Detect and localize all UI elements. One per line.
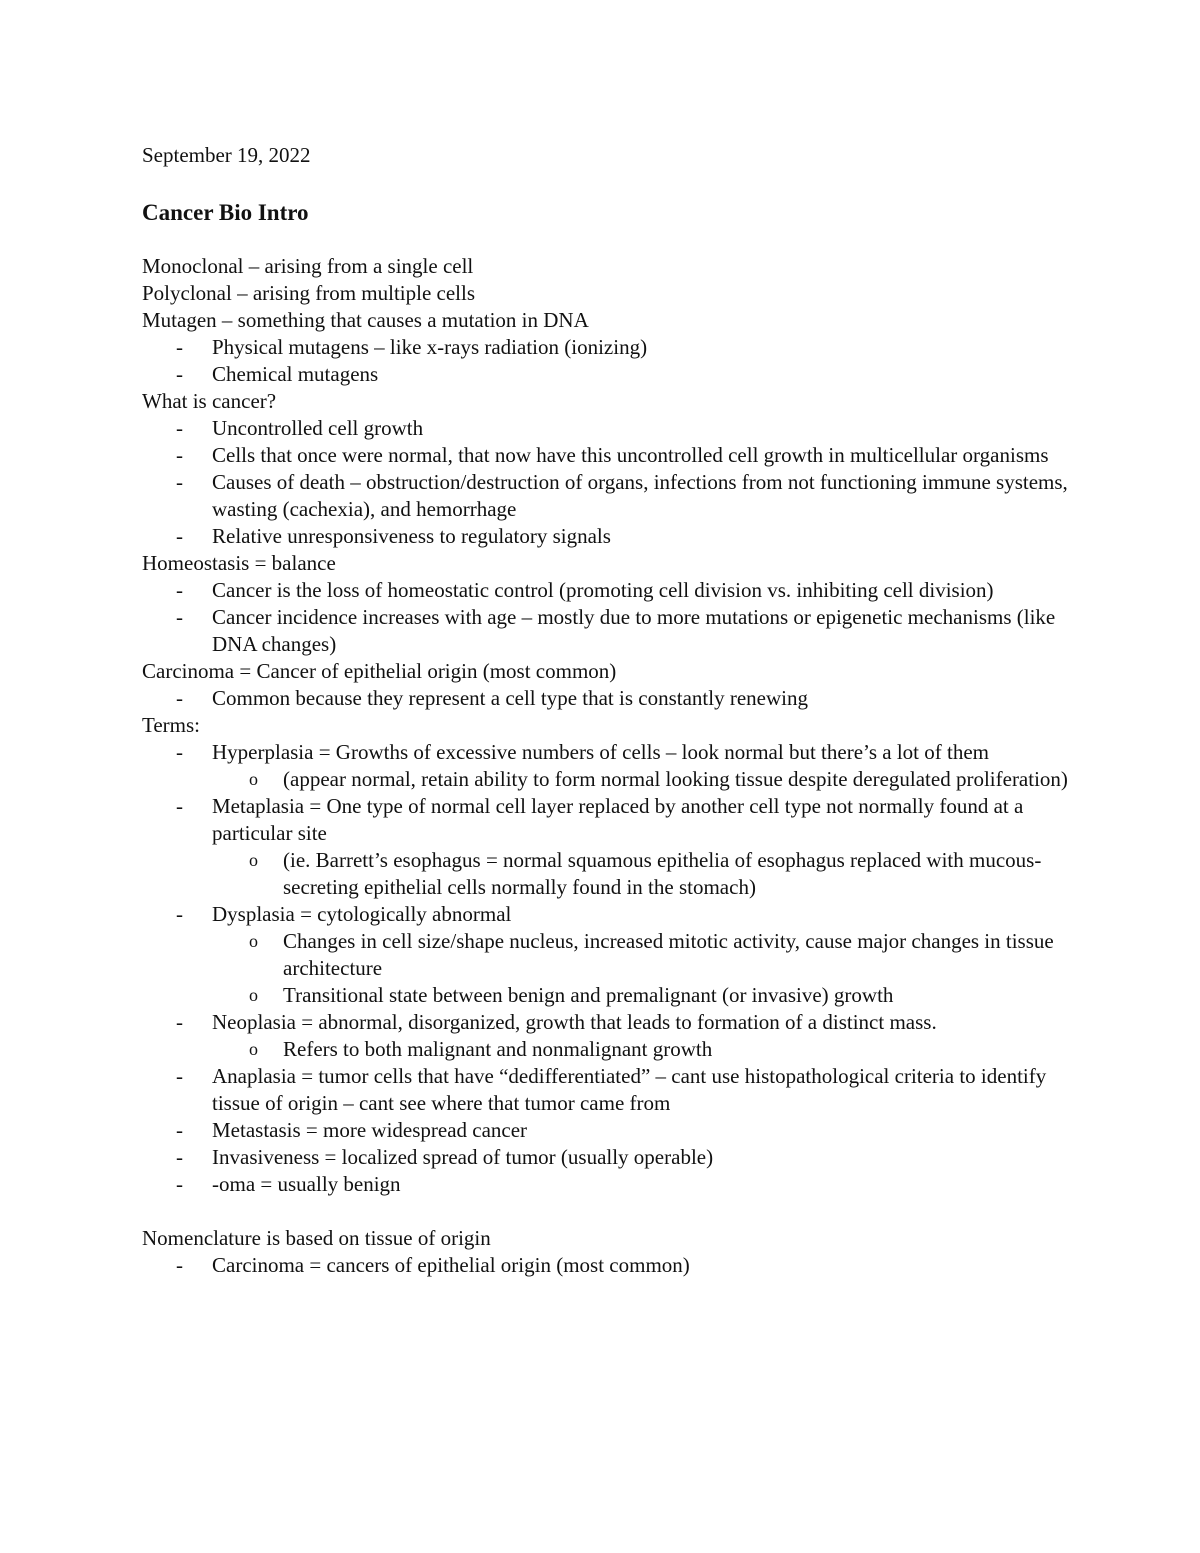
- bullet-item: [142, 415, 1072, 442]
- dash-bullet: -: [176, 524, 183, 548]
- line-text: (appear normal, retain ability to form normal looking tissue despite deregulated proliferation): [283, 767, 1068, 791]
- dash-bullet: -: [176, 794, 183, 818]
- line-text: Chemical mutagens: [212, 362, 379, 386]
- dash-bullet: -: [176, 443, 183, 467]
- sub-bullet-item: [142, 928, 1072, 982]
- line-text: Cells that once were normal, that now have this uncontrolled cell growth in multicellular organisms: [212, 443, 1049, 467]
- line-text: Carcinoma = cancers of epithelial origin (most common): [212, 1253, 690, 1277]
- line-text: Cancer incidence increases with age – mostly due to more mutations or epigenetic mechanisms (like DNA changes): [212, 605, 1056, 656]
- blank-line: [142, 1198, 1072, 1225]
- line-text: Transitional state between benign and premalignant (or invasive) growth: [283, 983, 894, 1007]
- sub-bullet-item: [142, 1036, 1072, 1063]
- dash-bullet: -: [176, 902, 183, 926]
- dash-bullet: -: [176, 1145, 183, 1169]
- sub-bullet-item: [142, 982, 1072, 1009]
- bullet-item: [142, 469, 1072, 523]
- dash-bullet: -: [176, 335, 183, 359]
- circle-bullet: o: [249, 931, 258, 951]
- line-text: Neoplasia = abnormal, disorganized, growth that leads to formation of a distinct mass.: [212, 1010, 937, 1034]
- bullet-item: [142, 901, 1072, 928]
- line-text: Polyclonal – arising from multiple cells: [142, 281, 476, 305]
- line-text: -oma = usually benign: [212, 1172, 401, 1196]
- notes-body: [142, 253, 1072, 1279]
- bullet-item: [142, 361, 1072, 388]
- line-text: Uncontrolled cell growth: [212, 416, 424, 440]
- line-text: Nomenclature is based on tissue of origin: [142, 1226, 491, 1250]
- circle-bullet: o: [249, 769, 258, 789]
- line-text: Hyperplasia = Growths of excessive numbers of cells – look normal but there’s a lot of them: [212, 740, 989, 764]
- note-line: [142, 307, 1072, 334]
- note-line: [142, 280, 1072, 307]
- note-line: [142, 1225, 1072, 1252]
- line-text: (ie. Barrett’s esophagus = normal squamous epithelia of esophagus replaced with mucous-secreting epithelial cells normally found in the stomach): [283, 848, 1042, 899]
- line-text: Relative unresponsiveness to regulatory signals: [212, 524, 611, 548]
- dash-bullet: -: [176, 470, 183, 494]
- dash-bullet: -: [176, 1172, 183, 1196]
- dash-bullet: -: [176, 1064, 183, 1088]
- line-text: Anaplasia = tumor cells that have “dedifferentiated” – cant use histopathological criteria to identify tissue of origin – cant see where that tumor came from: [212, 1064, 1047, 1115]
- circle-bullet: o: [249, 985, 258, 1005]
- bullet-item: [142, 577, 1072, 604]
- dash-bullet: -: [176, 416, 183, 440]
- dash-bullet: -: [176, 605, 183, 629]
- bullet-item: [142, 1171, 1072, 1198]
- line-text: Homeostasis = balance: [142, 551, 336, 575]
- line-text: Metaplasia = One type of normal cell layer replaced by another cell type not normally found at a particular site: [212, 794, 1024, 845]
- bullet-item: [142, 604, 1072, 658]
- line-text: Causes of death – obstruction/destruction of organs, infections from not functioning immune systems, wasting (cachexia), and hemorrhage: [212, 470, 1068, 521]
- document-date: September 19, 2022: [142, 143, 311, 167]
- line-text: Common because they represent a cell type that is constantly renewing: [212, 686, 808, 710]
- line-text: Metastasis = more widespread cancer: [212, 1118, 528, 1142]
- line-text: Dysplasia = cytologically abnormal: [212, 902, 512, 926]
- dash-bullet: -: [176, 740, 183, 764]
- dash-bullet: -: [176, 578, 183, 602]
- bullet-item: [142, 334, 1072, 361]
- bullet-item: [142, 685, 1072, 712]
- note-line: [142, 658, 1072, 685]
- bullet-item: [142, 793, 1072, 847]
- dash-bullet: -: [176, 1118, 183, 1142]
- note-line: [142, 550, 1072, 577]
- dash-bullet: -: [176, 362, 183, 386]
- bullet-item: [142, 739, 1072, 766]
- bullet-item: [142, 442, 1072, 469]
- bullet-item: [142, 1252, 1072, 1279]
- circle-bullet: o: [249, 850, 258, 870]
- line-text: Terms:: [142, 713, 201, 737]
- line-text: Refers to both malignant and nonmalignant growth: [283, 1037, 713, 1061]
- note-line: [142, 253, 1072, 280]
- line-text: Cancer is the loss of homeostatic control (promoting cell division vs. inhibiting cell division): [212, 578, 994, 602]
- bullet-item: [142, 1009, 1072, 1036]
- bullet-item: [142, 1117, 1072, 1144]
- dash-bullet: -: [176, 1253, 183, 1277]
- bullet-item: [142, 1144, 1072, 1171]
- line-text: Physical mutagens – like x-rays radiation (ionizing): [212, 335, 648, 359]
- bullet-item: [142, 1063, 1072, 1117]
- document-title: Cancer Bio Intro: [142, 200, 309, 225]
- bullet-item: [142, 523, 1072, 550]
- line-text: Changes in cell size/shape nucleus, increased mitotic activity, cause major changes in tissue architecture: [283, 929, 1054, 980]
- line-text: Mutagen – something that causes a mutation in DNA: [142, 308, 589, 332]
- line-text: What is cancer?: [142, 389, 277, 413]
- note-line: [142, 712, 1072, 739]
- line-text: Carcinoma = Cancer of epithelial origin (most common): [142, 659, 617, 683]
- note-line: [142, 388, 1072, 415]
- dash-bullet: -: [176, 686, 183, 710]
- dash-bullet: -: [176, 1010, 183, 1034]
- sub-bullet-item: [142, 766, 1072, 793]
- sub-bullet-item: [142, 847, 1072, 901]
- line-text: Invasiveness = localized spread of tumor (usually operable): [212, 1145, 714, 1169]
- circle-bullet: o: [249, 1039, 258, 1059]
- line-text: Monoclonal – arising from a single cell: [142, 254, 474, 278]
- document-page: [142, 142, 1072, 1279]
